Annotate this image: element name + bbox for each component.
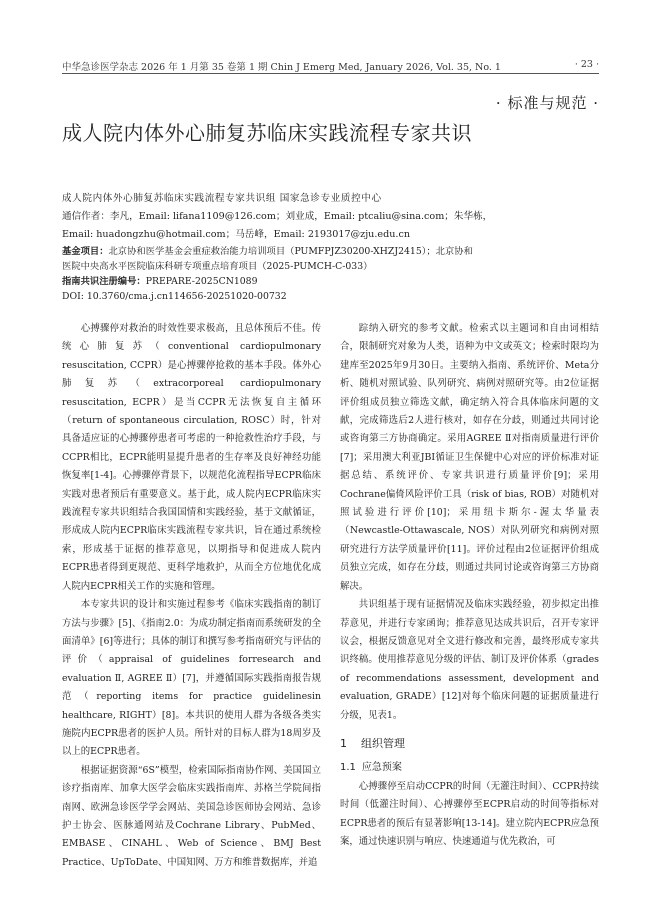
funding-text-2: 医院中央高水平医院临床科研专项重点培育项目（2025-PUMCH-C-033） — [62, 261, 373, 272]
corresponding-authors-line-1: 通信作者：李凡，Email: lifana1109@126.com；刘业成，Email: ptcaliu@sina.com；朱华栋， — [62, 211, 493, 222]
registration-number: PREPARE-2025CN1089 — [145, 276, 258, 287]
author-group: 成人院内体外心肺复苏临床实践流程专家共识组 国家急诊专业质控中心 — [62, 193, 382, 204]
funding — [62, 244, 599, 304]
column-tag: · 标准与规范 · — [495, 94, 599, 112]
paragraph-search: 根据证据资源“6S”模型，检索国际指南协作网、美国国立诊疗指南库、加拿大医学会临床实践指南库、苏格兰学院间指南网、欧洲急诊医学学会网站、美国急诊医师协会网站、急诊护士协会、医脉通网站及Cochrane Library、PubMed、EMBASE、CINAHL、Web of Science、BMJ Best Practice、UpToDate、中国知网、万方和维普数据库，并追 — [62, 764, 321, 868]
funding-label: 基金项目： — [62, 246, 109, 257]
running-header — [62, 58, 599, 74]
body-column-left — [62, 320, 321, 872]
article-title: 成人院内体外心肺复苏临床实践流程专家共识 — [62, 121, 472, 145]
registration-label: 指南共识注册编号： — [62, 276, 146, 287]
funding-text-1: 北京协和医学基金会重症救治能力培训项目（PUMFPJZ30200-XHZJ2415）；北京协和 — [108, 246, 473, 257]
paragraph-evaluation: 踪纳入研究的参考文献。检索式以主题词和自由词相结合，限制研究对象为人类，语种为中文或英文；检索时限均为建库至2025年9月30日。主要纳入指南、系统评价、Meta分析、随机对照试验、队列研究、病例对照研究等。由2位证据评价组成员独立筛选文献，确定纳入符合具体临床问题的文献，完成筛选后2人进行核对，如存在分歧，则通过共同讨论或咨询第三方协商确定。采用AGREE Ⅱ对指南质量进行评价[7]；采用澳大利亚JBI循证卫生保健中心对应的评价标准对证据总结、系统评价、专家共识进行质量评价[9]；采用Cochrane偏倚风险评价工具（risk of bias, ROB）对随机对照试验进行评价[10]；采用纽卡斯尔-渥太华量表（Newcastle-Ottawascale, NOS）对队列研究和病例对照研究进行方法学质量评价[11]。评价过程由2位证据评价组成员独立完成，如存在分歧，则通过共同讨论或咨询第三方协商解决。 — [340, 323, 599, 592]
corresponding-authors-line-2: Email: huadongzhu@hotmail.com；马岳峰，Email: 2193017@zju.edu.cn — [62, 229, 411, 240]
journal-citation: 中华急诊医学杂志 2026 年 1 月第 35 卷第 1 期 Chin J Emerg Med, January 2026, Vol. 35, No. 1 — [62, 62, 501, 73]
body-column-right — [340, 320, 599, 851]
paragraph-emergency-plan: 心搏骤停至启动CCPR的时间（无灌注时间）、CCPR持续时间（低灌注时间）、心搏骤停至ECPR启动的时间等指标对ECPR患者的预后有显著影响[13-14]。建立院内ECPR应急预案，通过快速识别与响应、快速通道与优先救治，可 — [340, 780, 599, 847]
section-heading-1: 1 组织管理 — [340, 736, 405, 750]
doi: DOI: 10.3760/cma.j.cn114656-20251020-00732 — [62, 291, 287, 302]
paragraph-intro: 心搏骤停对救治的时效性要求极高，且总体预后不佳。传统心肺复苏（conventional cardiopulmonary resuscitation, CCPR）是心搏骤停抢救的基本手段。体外心肺复苏（extracorporeal cardiopulmonary resuscitation, ECPR）是当CCPR无法恢复自主循环（return of spontaneous circulation, ROSC）时，针对具备适应证的心搏骤停患者可考虑的一种抢救性治疗手段，与CCPR相比，ECPR能明显提升患者的生存率及良好神经功能恢复率[1-4]。心搏骤停背景下，以规范化流程指导ECPR临床实践对患者预后有重要意义。基于此，成人院内ECPR临床实践流程专家共识组结合我国国情和实践经验，基于文献循证，形成成人院内ECPR临床实践流程专家共识，旨在通过系统检索，形成基于证据的推荐意见，以期指导和促进成人院内ECPR患者得到更规范、更科学地救护，从而全方位地优化成人院内ECPR相关工作的实施和管理。 — [62, 323, 321, 592]
article-meta — [62, 190, 599, 304]
paragraph-consensus: 共识组基于现有证据情况及临床实践经验，初步拟定出推荐意见，并进行专家函询；推荐意见达成共识后，召开专家评议会，根据反馈意见对全文进行修改和完善，最终形成专家共识终稿。使用推荐意见分级的评估、制订及评价体系（grades of recommendations assessment, development and evaluation, GRADE）[12]对每个临床问题的证据质量进行分级，见表1。 — [340, 599, 599, 721]
page-number: · 23 · — [574, 59, 599, 70]
paragraph-methods: 本专家共识的设计和实施过程参考《临床实践指南的制订方法与步骤》[5]、《指南2.0：为成功制定指南而系统研发的全面清单》[6]等进行；具体的制订和撰写参考指南研究与评估的评价（appraisal of guidelines forresearch and evaluation Ⅱ, AGREE Ⅱ）[7]，并遵循国际实践指南报告规范（reporting items for practice guidelinesin healthcare, RIGHT）[8]。本共识的使用人群为各级各类实施院内ECPR患者的医护人员。所针对的目标人群为18周岁及以上的ECPR患者。 — [62, 599, 321, 758]
section-heading-1-1: 1.1 应急预案 — [340, 762, 402, 774]
